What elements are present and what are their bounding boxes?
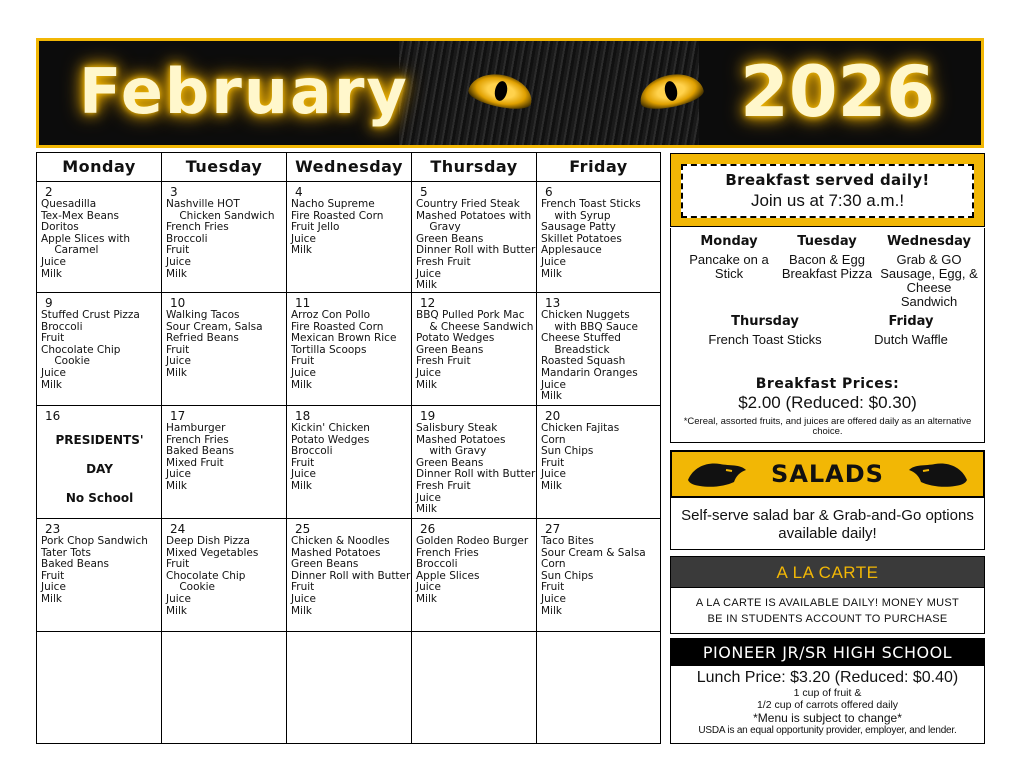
- menu-item: Juice: [291, 366, 316, 379]
- menu-item: Pork Chop Sandwich: [41, 535, 148, 547]
- menu-item: Apple Slices: [416, 569, 480, 582]
- menu-item: Broccoli: [166, 232, 208, 245]
- calendar-day-cell: [537, 519, 660, 632]
- menu-item: Milk: [166, 604, 187, 617]
- menu-item: Dinner Roll with Butter: [416, 468, 536, 481]
- menu-item: Juice: [166, 255, 191, 268]
- calendar-day-cell: [412, 406, 537, 519]
- menu-item: Apple Slices with: [41, 232, 131, 245]
- day-number: 11: [295, 296, 311, 310]
- menu-item: Cookie: [166, 581, 215, 594]
- menu-item: Dinner Roll with Butter: [416, 244, 536, 257]
- day-number: 18: [295, 409, 311, 423]
- menu-item: French Fries: [416, 546, 479, 559]
- menu-item: Milk: [41, 592, 62, 605]
- day-number: 12: [420, 296, 436, 310]
- menu-item: Fire Roasted Corn: [291, 320, 384, 333]
- day-number: 6: [545, 185, 553, 199]
- calendar-day-cell: [537, 182, 660, 293]
- menu-item: Juice: [166, 468, 191, 481]
- weekday-friday: Friday: [569, 157, 628, 176]
- menu-item: Fruit: [41, 332, 65, 345]
- menu-item: Juice: [416, 267, 441, 280]
- calendar-day-cell: [37, 293, 162, 406]
- menu-item: Milk: [541, 604, 562, 617]
- menu-item: Sun Chips: [541, 445, 594, 458]
- school-line2: 1/2 cup of carrots offered daily: [756, 699, 899, 711]
- menu-item: Juice: [291, 232, 316, 245]
- menu-item: Chicken Nuggets: [541, 309, 630, 321]
- breakfast-day-menu: Bacon & Egg Breakfast Pizza: [781, 252, 873, 281]
- menu-item: Chocolate Chip: [166, 569, 246, 582]
- menu-item: Juice: [291, 592, 316, 605]
- menu-item: Sour Cream, Salsa: [166, 320, 263, 333]
- menu-item: Sour Cream & Salsa: [541, 546, 646, 559]
- menu-item: Baked Beans: [166, 445, 235, 458]
- breakfast-time: Join us at 7:30 a.m.!: [750, 191, 905, 210]
- calendar-day-cell: [287, 406, 412, 519]
- day-number: 27: [545, 522, 561, 536]
- holiday-note: DAY: [86, 462, 113, 476]
- calendar-day-cell: [162, 293, 287, 406]
- menu-item: Fruit: [166, 343, 190, 356]
- month-title: February: [79, 55, 409, 128]
- breakfast-day-menu: French Toast Sticks: [708, 332, 822, 347]
- school-banner: [670, 638, 985, 666]
- menu-item: Roasted Squash: [541, 355, 626, 368]
- menu-item: Fresh Fruit: [416, 355, 471, 368]
- breakfast-day-monday: [677, 234, 781, 281]
- menu-item: Juice: [291, 468, 316, 481]
- breakfast-day-name: Friday: [888, 314, 934, 329]
- menu-item: Milk: [541, 390, 562, 403]
- menu-item: Green Beans: [416, 456, 484, 469]
- menu-item: Mashed Potatoes: [291, 546, 381, 559]
- menu-item: Mashed Potatoes with: [416, 209, 532, 222]
- menu-item: Breadstick: [541, 343, 610, 356]
- menu-item: Chocolate Chip: [41, 343, 121, 356]
- menu-item: Milk: [41, 378, 62, 391]
- menu-item: Arroz Con Pollo: [291, 309, 371, 321]
- menu-item: Potato Wedges: [416, 332, 495, 345]
- menu-item: Milk: [416, 279, 437, 292]
- breakfast-day-thursday: [705, 314, 825, 347]
- menu-item: Juice: [166, 592, 191, 605]
- menu-item: Potato Wedges: [291, 433, 370, 446]
- menu-item: Juice: [41, 255, 66, 268]
- menu-item: Nacho Supreme: [291, 198, 375, 210]
- calendar-day-cell: [287, 182, 412, 293]
- menu-item: Fruit: [291, 355, 315, 368]
- menu-item: Fresh Fruit: [416, 479, 471, 492]
- menu-item: with Syrup: [541, 209, 611, 222]
- breakfast-day-name: Tuesday: [797, 234, 857, 249]
- calendar-day-cell: [37, 632, 162, 744]
- menu-item: Fruit: [166, 558, 190, 571]
- holiday-note: PRESIDENTS': [55, 433, 144, 447]
- alacarte-info: [670, 588, 985, 634]
- breakfast-day-menu: Pancake on a Stick: [689, 252, 769, 281]
- menu-item: Cheese Stuffed: [541, 332, 621, 345]
- menu-item: Green Beans: [416, 232, 484, 245]
- breakfast-prices: [671, 376, 984, 437]
- menu-item: Deep Dish Pizza: [166, 535, 250, 547]
- day-number: 25: [295, 522, 311, 536]
- menu-item: Tortilla Scoops: [291, 343, 367, 356]
- calendar-day-cell: [412, 293, 537, 406]
- menu-item: Mexican Brown Rice: [291, 332, 397, 345]
- school-name: PIONEER JR/SR HIGH SCHOOL: [702, 643, 953, 662]
- menu-item: Milk: [291, 378, 312, 391]
- menu-item: Doritos: [41, 221, 79, 234]
- menu-item: Caramel: [41, 244, 99, 257]
- menu-item: Tex-Mex Beans: [41, 209, 120, 222]
- menu-item: Chicken Fajitas: [541, 422, 620, 434]
- menu-item: Fresh Fruit: [416, 255, 471, 268]
- day-number: 10: [170, 296, 186, 310]
- breakfast-note: *Cereal, assorted fruits, and juices are offered daily as an alternative choice.: [683, 416, 972, 437]
- menu-item: Juice: [41, 366, 66, 379]
- alacarte-text-line1: A LA CARTE IS AVAILABLE DAILY! MONEY MUST: [695, 597, 960, 609]
- menu-item: Milk: [541, 479, 562, 492]
- menu-item: Milk: [416, 592, 437, 605]
- menu-item: Juice: [416, 366, 441, 379]
- calendar-day-cell: [162, 406, 287, 519]
- menu-item: Fruit: [541, 456, 565, 469]
- menu-item: Milk: [166, 479, 187, 492]
- menu-item: Milk: [41, 267, 62, 280]
- salads-text: Self-serve salad bar & Grab-and-Go options available daily!: [681, 507, 974, 542]
- menu-item: Fruit Jello: [291, 221, 340, 234]
- day-number: 3: [170, 185, 178, 199]
- day-number: 2: [45, 185, 53, 199]
- menu-item: Dinner Roll with Butter: [291, 569, 411, 582]
- alacarte-title: A LA CARTE: [776, 563, 879, 582]
- header-banner: [36, 38, 984, 148]
- day-number: 26: [420, 522, 436, 536]
- menu-item: French Fries: [166, 433, 229, 446]
- weekday-wednesday: Wednesday: [287, 153, 412, 181]
- alacarte-text-line2: BE IN STUDENTS ACCOUNT TO PURCHASE: [707, 613, 948, 625]
- menu-item: Kickin' Chicken: [291, 422, 370, 434]
- menu-item: Tater Tots: [41, 546, 91, 559]
- menu-item: Baked Beans: [41, 558, 110, 571]
- menu-item: Skillet Potatoes: [541, 232, 622, 245]
- menu-item: Green Beans: [416, 343, 484, 356]
- breakfast-day-menu: Dutch Waffle: [874, 332, 948, 347]
- calendar-day-cell: [537, 406, 660, 519]
- salads-banner: [670, 450, 985, 498]
- calendar-day-cell: [162, 519, 287, 632]
- menu-item: Fruit: [41, 569, 65, 582]
- breakfast-day-friday: [851, 314, 971, 347]
- menu-item: Milk: [166, 366, 187, 379]
- day-number: 23: [45, 522, 61, 536]
- menu-item: French Fries: [166, 221, 229, 234]
- menu-item: Broccoli: [41, 320, 83, 333]
- menu-item: Sausage Patty: [541, 221, 616, 234]
- menu-item: Fruit: [541, 581, 565, 594]
- menu-item: Nashville HOT: [166, 198, 240, 210]
- day-number: 9: [45, 296, 53, 310]
- menu-item: Milk: [416, 503, 437, 516]
- menu-item: Fire Roasted Corn: [291, 209, 384, 222]
- weekday-thursday: Thursday: [412, 153, 537, 181]
- menu-item: Hamburger: [166, 422, 226, 434]
- menu-item: Milk: [291, 604, 312, 617]
- breakfast-day-wednesday: [879, 234, 979, 309]
- menu-item: Juice: [541, 468, 566, 481]
- menu-item: Cookie: [41, 355, 90, 368]
- menu-item: Broccoli: [416, 558, 458, 571]
- calendar-day-cell: [412, 632, 537, 744]
- menu-item: Milk: [416, 378, 437, 391]
- menu-item: Mixed Vegetables: [166, 546, 259, 559]
- calendar-day-cell: [537, 293, 660, 406]
- menu-item: BBQ Pulled Pork Mac: [416, 309, 525, 321]
- breakfast-title: Breakfast served daily!: [725, 171, 930, 189]
- weekday-header-row: [37, 153, 660, 182]
- alacarte-banner: [670, 556, 985, 588]
- menu-item: Stuffed Crust Pizza: [41, 309, 140, 321]
- salads-title: SALADS: [771, 460, 884, 488]
- calendar-day-cell: [287, 293, 412, 406]
- breakfast-callout: [681, 164, 974, 218]
- menu-item: Fruit: [166, 244, 190, 257]
- weekday-tuesday: Tuesday: [162, 153, 287, 181]
- school-info: [670, 666, 985, 744]
- menu-item: Fruit: [291, 456, 315, 469]
- menu-item: Chicken Sandwich: [166, 209, 275, 222]
- calendar-day-cell: [37, 406, 162, 519]
- menu-item: Milk: [166, 267, 187, 280]
- calendar-day-cell: [287, 519, 412, 632]
- menu-item: Milk: [291, 244, 312, 257]
- day-number: 16: [45, 409, 61, 423]
- calendar-grid: [37, 182, 660, 744]
- menu-item: Juice: [41, 581, 66, 594]
- menu-item: Juice: [541, 378, 566, 391]
- menu-item: Taco Bites: [541, 535, 594, 547]
- day-number: 24: [170, 522, 186, 536]
- menu-item: Milk: [291, 479, 312, 492]
- menu-item: Green Beans: [291, 558, 359, 571]
- menu-change-note: *Menu is subject to change*: [753, 711, 902, 725]
- menu-item: Chicken & Noodles: [291, 535, 390, 547]
- calendar-day-cell: [37, 182, 162, 293]
- menu-item: & Cheese Sandwich: [416, 320, 534, 333]
- school-line1: 1 cup of fruit &: [793, 687, 862, 699]
- menu-item: Juice: [541, 255, 566, 268]
- menu-item: Juice: [416, 491, 441, 504]
- menu-item: Juice: [166, 355, 191, 368]
- menu-item: Juice: [416, 581, 441, 594]
- year-title: 2026: [740, 51, 935, 133]
- menu-calendar: [36, 152, 661, 744]
- usda-statement: USDA is an equal opportunity provider, employer, and lender.: [698, 725, 957, 736]
- menu-item: Fruit: [291, 581, 315, 594]
- menu-item: with Gravy: [416, 445, 487, 458]
- calendar-day-cell: [162, 182, 287, 293]
- breakfast-day-name: Monday: [700, 234, 758, 249]
- calendar-day-cell: [162, 632, 287, 744]
- calendar-day-cell: [287, 632, 412, 744]
- menu-item: Mandarin Oranges: [541, 366, 638, 379]
- menu-item: Broccoli: [291, 445, 333, 458]
- menu-item: Milk: [541, 267, 562, 280]
- menu-item: Mashed Potatoes: [416, 433, 506, 446]
- menu-item: Refried Beans: [166, 332, 239, 345]
- menu-item: Juice: [541, 592, 566, 605]
- menu-item: Corn: [541, 558, 566, 571]
- breakfast-day-menu: Grab & GO Sausage, Egg, & Cheese Sandwich: [880, 252, 978, 309]
- menu-item: French Toast Sticks: [541, 198, 641, 210]
- menu-item: Sun Chips: [541, 569, 594, 582]
- calendar-day-cell: [537, 632, 660, 744]
- breakfast-menu: [670, 228, 985, 443]
- menu-item: Mixed Fruit: [166, 456, 224, 469]
- breakfast-day-name: Thursday: [731, 314, 799, 329]
- menu-item: Quesadilla: [41, 198, 97, 210]
- menu-item: with BBQ Sauce: [541, 320, 638, 333]
- breakfast-prices-label: Breakfast Prices:: [755, 376, 900, 392]
- day-number: 17: [170, 409, 186, 423]
- menu-item: Walking Tacos: [166, 309, 240, 321]
- calendar-day-cell: [37, 519, 162, 632]
- day-number: 4: [295, 185, 303, 199]
- day-number: 20: [545, 409, 561, 423]
- breakfast-day-tuesday: [781, 234, 873, 281]
- day-number: 5: [420, 185, 428, 199]
- salads-info: [670, 498, 985, 550]
- menu-item: Golden Rodeo Burger: [416, 535, 529, 547]
- calendar-day-cell: [412, 182, 537, 293]
- menu-item: Salisbury Steak: [416, 422, 498, 434]
- breakfast-day-name: Wednesday: [887, 234, 971, 249]
- menu-item: Country Fried Steak: [416, 198, 520, 210]
- lunch-price: Lunch Price: $3.20 (Reduced: $0.40): [696, 669, 959, 686]
- breakfast-banner: [670, 153, 985, 227]
- weekday-monday: Monday: [37, 153, 162, 181]
- calendar-day-cell: [412, 519, 537, 632]
- day-number: 19: [420, 409, 436, 423]
- holiday-note: No School: [65, 491, 134, 505]
- breakfast-prices-value: $2.00 (Reduced: $0.30): [738, 393, 917, 412]
- day-number: 13: [545, 296, 561, 310]
- panther-icon: [907, 458, 969, 490]
- menu-item: Gravy: [416, 221, 461, 234]
- menu-item: Applesauce: [541, 244, 602, 257]
- menu-item: Corn: [541, 433, 566, 446]
